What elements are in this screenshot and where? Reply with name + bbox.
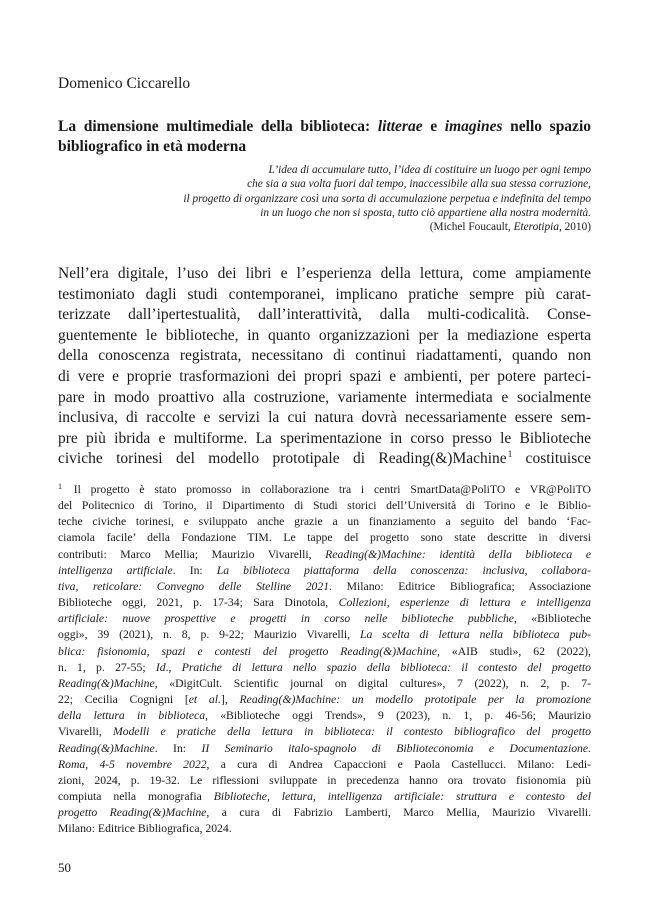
- footnote-text: del Politecnico di Torino, il Dipartimento di Studi storici dell’Università di Torino e le Biblio-: [58, 499, 591, 513]
- footnote-line: [58, 563, 591, 579]
- footnote-line: [58, 530, 591, 546]
- body-line: pare in modo proattivo alla costruzione, variamente intermediata e socialmente: [58, 388, 591, 406]
- footnote-text: Vivarelli,: [58, 725, 113, 739]
- epigraph: [101, 163, 591, 234]
- footnote-line: [58, 498, 591, 514]
- footnote-line: [58, 708, 591, 724]
- footnote-italic-text: Id: [155, 660, 166, 674]
- title-part: La dimensione multimediale della biblioteca:: [58, 118, 378, 135]
- footnote-italic-text: Reading(&)Machine: identità della biblioteca e: [325, 547, 592, 561]
- title-part: nello spazio bibliografico in età moderna: [58, 118, 591, 155]
- epigraph-line: L’idea di accumulare tutto, l’idea di costituire un luogo per ogni tempo: [268, 164, 591, 176]
- footnote-text: ciamola facile’ della Fondazione TIM. Le tappe del progetto sono state descritte in diversi: [58, 531, 591, 545]
- author-name: Domenico Ciccarello: [58, 75, 191, 92]
- attribution-work: Eterotipia: [513, 221, 559, 234]
- footnote-italic-text: II Seminario italo-spagnolo di Biblioteconomia e Documentazione.: [201, 741, 591, 755]
- footnote-italic-text: Biblioteche, lettura, intelligenza artificiale: struttura e contesto del: [213, 789, 591, 803]
- footnote-text: 22; Cecilia Cognigni [: [58, 693, 189, 707]
- attribution-author: (Michel Foucault,: [429, 221, 514, 234]
- footnote-text: Il progetto è stato promosso in collaborazione tra i centri SmartData@PoliTO e VR@PoliTO: [64, 483, 591, 496]
- footnote-text: . Milano: Editrice Bibliografica; Associazione: [329, 579, 591, 593]
- footnote-italic-text: Reading(&)Machine: un modello prototipale per la promozione: [239, 693, 591, 707]
- footnote-line: [58, 773, 591, 789]
- footnote-text: n. 1, p. 27-55;: [58, 660, 156, 674]
- footnote-line: [58, 547, 591, 563]
- body-line-text: civiche torinesi del modello prototipale di Reading(&)Machine: [58, 450, 507, 468]
- footnote-line: [58, 579, 591, 595]
- body-line: testimoniato dagli studi contemporanei, implicano pratiche sempre più carat-: [58, 285, 591, 303]
- body-line: [58, 449, 591, 470]
- footnote-line: [58, 724, 591, 740]
- body-line: terizzate dall’ipertestualità, dall’interattività, dalla multi-codicalità. Conse-: [58, 306, 591, 324]
- footnote-italic-text: Collezioni, esperienze di lettura e intelligenza: [338, 596, 592, 610]
- footnote-text: , «Biblioteche: [514, 612, 591, 626]
- body-line: di vere e proprie trasformazioni dei propri spazi e ambienti, per potere parteci-: [58, 367, 591, 385]
- body-line: guentemente le biblioteche, in quanto organizzazioni per la mediazione esperta: [58, 326, 591, 344]
- footnote-italic-text: Reading(&)Machine: [58, 676, 155, 690]
- footnote-italic-text: Modelli e pratiche della lettura in biblioteca: il contesto bibliografico del progetto: [112, 725, 592, 739]
- footnote-line: [58, 789, 591, 805]
- footnote-line: [58, 644, 591, 660]
- footnote-text: compiuta nella monografia: [58, 789, 214, 803]
- footnote-text: , a cura di Andrea Capaccioni e Paola Castellucci. Milano: Ledi-: [206, 757, 591, 771]
- body-line: della conoscenza registrata, necessitano di continui riadattamenti, quando non: [58, 347, 591, 365]
- body-line: pre più ibrida e multiforme. La sperimentazione in corso presso le Biblioteche: [58, 429, 591, 447]
- footnote-italic-text: et al.: [188, 693, 221, 707]
- title-italic-term: imagines: [444, 118, 503, 135]
- footnote-italic-text: Pratiche di lettura nello spazio della biblioteca: il contesto del progetto: [181, 660, 592, 674]
- footnote: [58, 482, 591, 837]
- footnote-italic-text: blica: fisionomia, spazi e contesti del progetto Reading(&)Machine: [58, 644, 437, 658]
- footnote-text: Biblioteche oggi, 2021, p. 17-34; Sara Dinotola,: [58, 596, 339, 610]
- footnote-line: [58, 676, 591, 692]
- footnote-italic-text: progetto Reading(&)Machine: [58, 806, 207, 820]
- footnote-text: Milano: Editrice Bibliografica, 2024.: [58, 822, 232, 836]
- body-paragraph: [58, 264, 591, 470]
- footnote-line: [58, 821, 591, 837]
- title-part: e: [422, 118, 445, 135]
- footnote-number: 1: [58, 482, 62, 491]
- body-line: inclusiva, di raccolte e servizi la cui natura dovrà necessariamente essere sem-: [58, 409, 591, 427]
- footnote-line: [58, 482, 591, 498]
- attribution-year: , 2010): [558, 221, 591, 234]
- footnote-italic-text: Reading(&)Machine: [58, 741, 155, 755]
- footnote-line: [58, 611, 591, 627]
- footnote-text: contributi: Marco Mellia; Maurizio Vivarelli,: [58, 547, 326, 561]
- footnote-line: [58, 514, 591, 530]
- footnote-line: [58, 741, 591, 757]
- footnote-italic-text: La biblioteca piattaforma della conoscenza: inclusiva, collabora-: [216, 563, 591, 577]
- epigraph-attribution: [101, 220, 591, 234]
- page-number: 50: [58, 860, 71, 875]
- footnote-text: teche civiche torinesi, e sviluppato anche grazie a un finanziamento a seguito del bando ‘Fac-: [58, 515, 591, 529]
- title-italic-term: litterae: [377, 118, 423, 135]
- footnote-text: .,: [165, 660, 182, 674]
- footnote-text: zioni, 2024, p. 19-32. Le riflessioni sviluppate in precedenza hanno ora trovato fisionomia più: [58, 773, 591, 787]
- body-line: Nell’era digitale, l’uso dei libri e l’esperienza della lettura, come ampiamente: [58, 265, 591, 282]
- footnote-text: ],: [220, 693, 240, 707]
- epigraph-line: in un luogo che non si sposta, tutto ciò appartiene alla nostra modernità.: [260, 206, 591, 219]
- footnote-text: , «AIB studi», 62 (2022),: [436, 644, 591, 658]
- footnote-line: [58, 660, 591, 676]
- epigraph-line: il progetto di organizzare così una sorta di accumulazione perpetua e indefinita del tempo: [183, 192, 591, 205]
- footnote-text: . In:: [172, 563, 217, 577]
- footnote-italic-text: Roma, 4-5 novembre 2022: [58, 757, 207, 771]
- body-line-text: costituisce: [512, 450, 591, 468]
- footnote-italic-text: intelligenza artificiale: [58, 563, 173, 577]
- footnote-text: , «Biblioteche oggi Trends», 9 (2023), n. 1, p. 46-56; Maurizio: [205, 709, 591, 723]
- chapter-title: [58, 117, 591, 157]
- footnote-line: [58, 805, 591, 821]
- footnote-text: . In:: [154, 741, 202, 755]
- footnote-line: [58, 627, 591, 643]
- footnote-italic-text: tiva, reticolare: Convegno delle Stelline 2021: [58, 579, 330, 593]
- footnote-line: [58, 757, 591, 773]
- footnote-italic-text: artificiale: nuove prospettive e progetti in corso nelle biblioteche pubbliche: [58, 612, 514, 626]
- footnote-text: , a cura di Fabrizio Lamberti, Marco Mellia, Maurizio Vivarelli.: [206, 806, 592, 820]
- footnote-line: [58, 595, 591, 611]
- epigraph-line: che sia a sua volta fuori dal tempo, inaccessibile alla sua stessa corruzione,: [247, 178, 591, 191]
- footnote-italic-text: La scelta di lettura nella biblioteca pub-: [360, 628, 591, 642]
- footnote-italic-text: della lettura in biblioteca: [58, 709, 206, 723]
- footnote-text: oggi», 39 (2021), n. 8, p. 9-22; Maurizio Vivarelli,: [58, 628, 361, 642]
- footnote-text: , «DigitCult. Scientific journal on digital cultures», 7 (2022), n. 2, p. 7-: [154, 676, 591, 690]
- footnote-reference[interactable]: 1: [507, 449, 513, 460]
- footnote-line: [58, 692, 591, 708]
